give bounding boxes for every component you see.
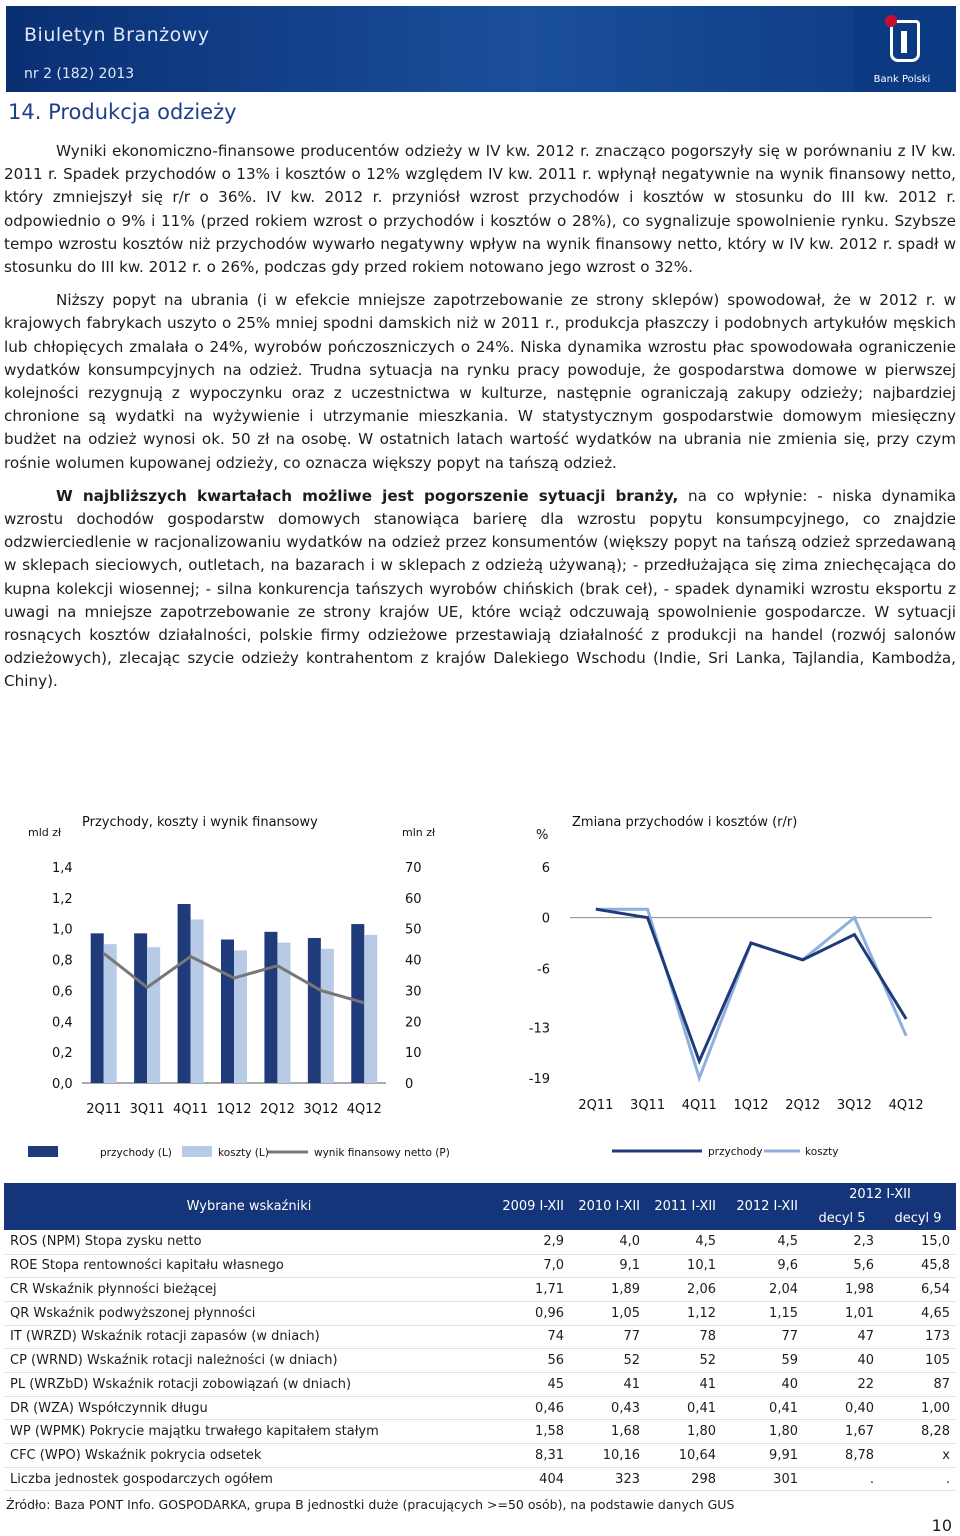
chart1-bar-przychody [221,940,234,1083]
chart2-legend-label: przychody [708,1146,763,1158]
table-cell: 0,46 [494,1396,570,1420]
table-cell: 1,80 [722,1420,804,1444]
chart1-bar-koszty [364,935,377,1083]
chart1-ytick-left: 0,0 [52,1077,73,1092]
table-row-label: Liczba jednostek gospodarczych ogółem [4,1467,494,1491]
chart1-ytick-left: 0,4 [52,1015,73,1031]
chart1-bar-przychody [264,932,277,1083]
table-row-label: PL (WRZbD) Wskaźnik rotacji zobowiązań (w dniach) [4,1373,494,1397]
table-cell: 1,05 [570,1301,646,1325]
chart1-xtick: 1Q12 [216,1102,252,1117]
table-row-label: CFC (WPO) Wskaźnik pokrycia odsetek [4,1444,494,1468]
chart1-bar-koszty [321,949,334,1083]
table-cell: 301 [722,1467,804,1491]
paragraph-3-rest: na co wpłynie: - niska dynamika wzrostu dochodów gospodarstw domowych stanowiąca barierę dla wzrostu popytu konsumpcyjnego, co znajdzie odzwierciedlenie w racjonalizowaniu wydatków na odzież przez konsumentów (większy popyt na tańszą odzież sprzedawaną w sklepach sieciowych, outletach, na bazarach i w sklepach z odzieżą używaną); - przedłużająca się zima zniechęcająca do kupna kolekcji wiosennej; - silna konkurencja tańszych wyrobów chińskich (brak ceł), - spadek dynamiki wzrostu eksportu z uwagi na mniejsze zapotrzebowanie ze strony krajów UE, które wciąż odczuwają spowolnienie gospodarcze. W sytuacji rosnących kosztów działalności, polskie firmy odzieżowe przestawiają działalność z produkcji na handel (rozwój salonów odzieżowych), zlecając szycie odzieży kontrahentom z krajów Dalekiego Wschodu (Indie, Sri Lanka, Tajlandia, Kambodża, Chiny). [4,486,957,691]
chart1-xtick: 3Q11 [129,1102,165,1117]
chart1-ytick-left: 0,2 [52,1046,73,1062]
table-cell: 1,01 [804,1301,880,1325]
table-header-group: 2012 I-XII [804,1183,956,1207]
chart1-bar-przychody [308,938,321,1083]
chart1-bar-przychody [134,933,147,1083]
table-row [4,1325,956,1349]
table-cell: 9,91 [722,1444,804,1468]
table-cell: 77 [722,1325,804,1349]
table-cell: 5,6 [804,1254,880,1278]
table-row [4,1467,956,1491]
chart1-legend-swatch [28,1146,58,1157]
chart2-xtick: 4Q12 [888,1098,924,1113]
chart2-ytick: 0 [541,911,550,927]
chart1-xtick: 4Q11 [173,1102,209,1117]
chart1-right-unit: mln zł [402,826,436,839]
table-cell: 1,68 [570,1420,646,1444]
table-cell: 1,71 [494,1278,570,1302]
chart1-legend-label: przychody (L) [100,1147,172,1159]
table-cell: 77 [570,1325,646,1349]
chart2-xtick: 1Q12 [733,1098,769,1113]
chart1-bar-koszty [277,943,290,1083]
chart2-line-koszty [596,909,906,1078]
table-row-label: CP (WRND) Wskaźnik rotacji należności (w dniach) [4,1349,494,1373]
table-cell: 8,31 [494,1444,570,1468]
chart1-xtick: 4Q12 [346,1102,382,1117]
table-header-col: 2010 I-XII [570,1183,646,1230]
table-row-label: CR Wskaźnik płynności bieżącej [4,1278,494,1302]
bulletin-issue: nr 2 (182) 2013 [24,66,135,82]
table-cell: x [880,1444,956,1468]
table-cell: 45,8 [880,1254,956,1278]
table-cell: 41 [646,1373,722,1397]
table-header-label: Wybrane wskaźniki [4,1183,494,1230]
table-row [4,1278,956,1302]
chart1-bar-przychody [178,904,191,1083]
chart1-ytick-right: 20 [405,1015,422,1031]
chart1-xtick: 2Q11 [86,1102,122,1117]
chart2-xtick: 2Q12 [785,1098,821,1113]
table-cell: 0,41 [722,1396,804,1420]
table-cell: 1,89 [570,1278,646,1302]
chart1-ytick-left: 1,2 [52,891,73,907]
chart1-bar-przychody [91,933,104,1083]
table-cell: 74 [494,1325,570,1349]
table-cell: 1,67 [804,1420,880,1444]
chart2-title: Zmiana przychodów i kosztów (r/r) [572,815,798,830]
chart2-ytick: -19 [528,1072,550,1087]
table-cell: 0,43 [570,1396,646,1420]
table-row [4,1420,956,1444]
chart1-xtick: 2Q12 [259,1102,295,1117]
table-row [4,1396,956,1420]
chart1-ytick-right: 10 [405,1046,422,1062]
page-number: 10 [931,1516,952,1535]
table-cell: 40 [804,1349,880,1373]
chart2-xtick: 3Q12 [836,1098,872,1113]
bank-label: Bank Polski [873,74,931,85]
table-cell: 52 [570,1349,646,1373]
table-cell: 0,41 [646,1396,722,1420]
chart2-xtick: 4Q11 [681,1098,717,1113]
table-cell: 59 [722,1349,804,1373]
table-cell: 10,1 [646,1254,722,1278]
table-row-label: IT (WRZD) Wskaźnik rotacji zapasów (w dniach) [4,1325,494,1349]
table-cell: 323 [570,1467,646,1491]
chart1-ytick-right: 60 [405,891,422,907]
chart1-left-unit: mld zł [28,826,62,839]
table-cell: 2,9 [494,1230,570,1254]
paragraph-1: Wyniki ekonomiczno-finansowe producentów odzieży w IV kw. 2012 r. znacząco pogorszyły się w porównaniu z IV kw. 2011 r. Spadek przychodów o 13% i kosztów o 12% względem IV kw. 2011 r. wpłynął negatywnie na wynik finansowy netto, który zmniejszył się r/r o 36%. IV kw. 2012 r. przyniósł wzrost przychodów i kosztów w stosunku do III kw. 2012 r. odpowiednio o 9% i 11% (przed rokiem wzrost o przychodów i kosztów o 28%), co sygnalizuje spowolnienie rynku. Szybsze tempo wzrostu kosztów niż przychodów wywarło negatywny wpływ na wynik finansowy netto, który w IV kw. 2012 r. spadł w stosunku do III kw. 2012 r. o 26%, podczas gdy przed rokiem notowano jego wzrost o 32%. [4,142,956,277]
table-cell: 8,78 [804,1444,880,1468]
table-cell: 7,0 [494,1254,570,1278]
chart1-legend-label: koszty (L) [218,1147,269,1159]
table-cell: 1,80 [646,1420,722,1444]
table-cell: 52 [646,1349,722,1373]
chart2-legend-label: koszty [805,1146,839,1158]
table-row [4,1230,956,1254]
chart1-legend-swatch [182,1146,212,1157]
table-cell: 2,3 [804,1230,880,1254]
table-cell: 1,58 [494,1420,570,1444]
table-cell: 0,96 [494,1301,570,1325]
table-cell: . [880,1467,956,1491]
section-title: 14. Produkcja odzieży [8,100,237,124]
table-cell: 4,5 [722,1230,804,1254]
table-cell: 4,5 [646,1230,722,1254]
table-cell: 56 [494,1349,570,1373]
table-header-col: 2009 I-XII [494,1183,570,1230]
chart2-xtick: 3Q11 [630,1098,666,1113]
table-row-label: DR (WZA) Współczynnik długu [4,1396,494,1420]
chart1-ytick-left: 0,8 [52,953,73,969]
table-row-label: WP (WPMK) Pokrycie majątku trwałego kapitałem stałym [4,1420,494,1444]
chart1-bar-koszty [234,950,247,1083]
table-cell: 298 [646,1467,722,1491]
chart1-legend-label: wynik finansowy netto (P) [314,1147,450,1159]
table-cell: 173 [880,1325,956,1349]
table-cell: 6,54 [880,1278,956,1302]
table-cell: . [804,1467,880,1491]
table-cell: 0,40 [804,1396,880,1420]
chart1-bar-koszty [147,947,160,1083]
table-cell: 2,04 [722,1278,804,1302]
table-cell: 9,1 [570,1254,646,1278]
table-row [4,1349,956,1373]
chart1-bar-koszty [104,944,117,1083]
table-row-label: QR Wskaźnik podwyższonej płynności [4,1301,494,1325]
chart1-ytick-left: 1,4 [52,861,73,876]
table-row [4,1373,956,1397]
table-cell: 45 [494,1373,570,1397]
table-row-label: ROS (NPM) Stopa zysku netto [4,1230,494,1254]
chart2-xtick: 2Q11 [578,1098,614,1113]
table-cell: 10,16 [570,1444,646,1468]
table-cell: 105 [880,1349,956,1373]
table-row [4,1444,956,1468]
chart1-title: Przychody, koszty i wynik finansowy [82,815,318,830]
table-row [4,1254,956,1278]
table-header-col: 2012 I-XII [722,1183,804,1230]
chart1-ytick-right: 30 [405,984,422,1000]
chart1-ytick-left: 1,0 [52,922,73,938]
table-cell: 78 [646,1325,722,1349]
table-cell: 8,28 [880,1420,956,1444]
bulletin-title: Biuletyn Branżowy [24,24,210,46]
chart1-ytick-right: 50 [405,922,422,938]
chart2-ytick: -6 [537,962,550,978]
table-cell: 41 [570,1373,646,1397]
table-row [4,1301,956,1325]
table-cell: 1,00 [880,1396,956,1420]
table-row-label: ROE Stopa rentowności kapitału własnego [4,1254,494,1278]
table-cell: 1,12 [646,1301,722,1325]
chart1-xtick: 3Q12 [303,1102,339,1117]
paragraph-2: Niższy popyt na ubrania (i w efekcie mniejsze zapotrzebowanie ze strony sklepów) spowodował, że w 2012 r. w krajowych fabrykach uszyto o 25% mniej spodni damskich niż w 2011 r., produkcja płaszczy i podobnych artykułów męskich lub chłopięcych zmalała o 24%, wyrobów pończoszniczych o 24%. Niska dynamika wzrostu płac spowodowała ograniczenie wydatków konsumpcyjnych na odzież. Trudna sytuacja na rynku pracy powoduje, że gospodarstwa domowe w pierwszej kolejności rezygnują z wypoczynku oraz z uczestnictwa w kulturze, następnie ograniczają zakupy odzieży; najbardziej chronione są wydatki na wyżywienie i utrzymanie mieszkania. W statystycznym gospodarstwie domowym miesięczny budżet na odzież wynosi ok. 50 zł na osobę. W ostatnich latach wartość wydatków na ubrania nie zmienia się, przy czym rośnie wolumen kupowanej odzieży, co oznacza większy popyt na tańszą odzież. [4,291,956,472]
table-header-sub: decyl 9 [880,1207,956,1231]
table-cell: 15,0 [880,1230,956,1254]
table-cell: 22 [804,1373,880,1397]
table-cell: 47 [804,1325,880,1349]
chart1-bar-koszty [191,919,204,1083]
table-cell: 40 [722,1373,804,1397]
chart1-ytick-right: 0 [405,1077,414,1092]
table-cell: 1,15 [722,1301,804,1325]
paragraph-3-bold: W najbliższych kwartałach możliwe jest pogorszenie sytuacji branży, [56,486,679,505]
table-header-sub: decyl 5 [804,1207,880,1231]
source-note: Źródło: Baza PONT Info. GOSPODARKA, grupa B jednostki duże (pracujących >=50 osób), na podstawie danych GUS [6,1497,735,1512]
table-cell: 2,06 [646,1278,722,1302]
table-cell: 87 [880,1373,956,1397]
table-cell: 10,64 [646,1444,722,1468]
table-cell: 4,0 [570,1230,646,1254]
chart2-ytick: -13 [528,1021,550,1037]
table-cell: 4,65 [880,1301,956,1325]
table-cell: 9,6 [722,1254,804,1278]
table-cell: 404 [494,1467,570,1491]
table-header-col: 2011 I-XII [646,1183,722,1230]
indicators-table [4,1183,956,1491]
chart2-ytick: 6 [541,861,550,876]
chart1-ytick-left: 0,6 [52,984,73,1000]
table-cell: 1,98 [804,1278,880,1302]
chart1-ytick-right: 40 [405,953,422,969]
chart1-ytick-right: 70 [405,861,422,876]
chart2-unit: % [536,828,549,843]
